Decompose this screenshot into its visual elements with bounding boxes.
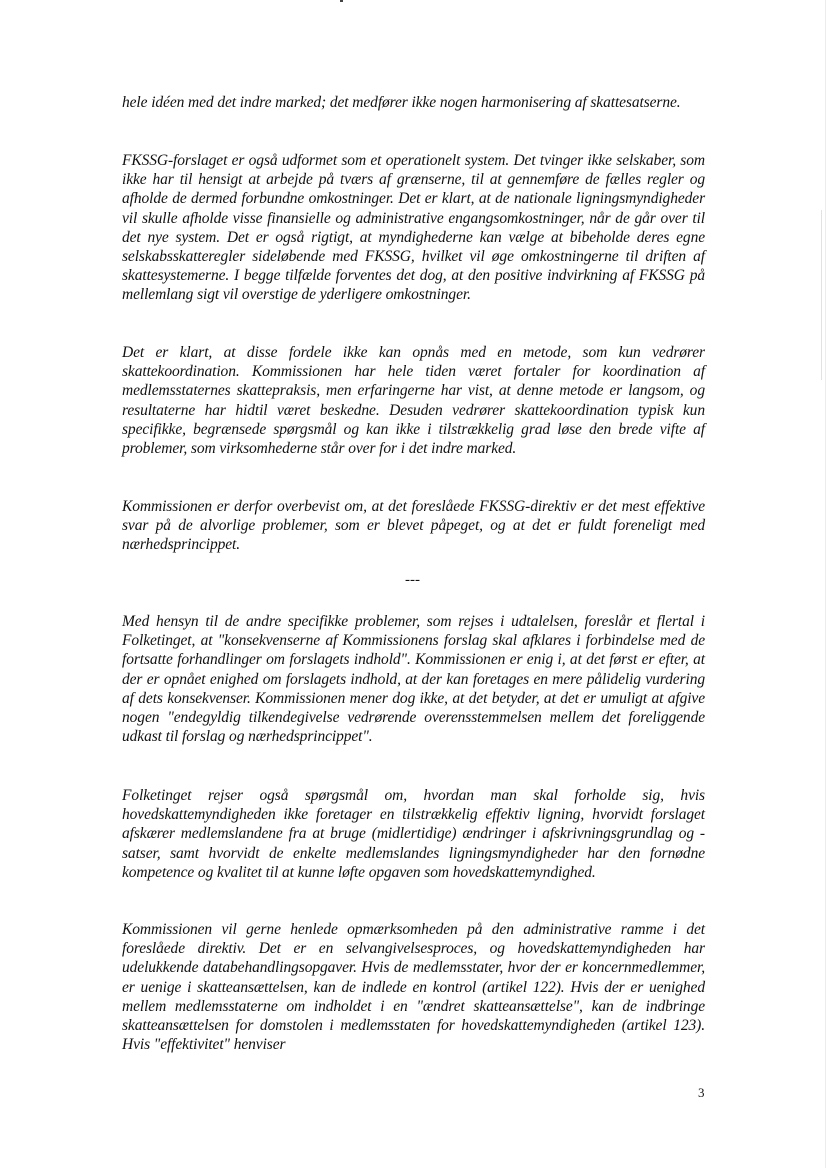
paragraph-continuation: hele idéen med det indre marked; det medfører ikke nogen harmonisering af skattesatserne. [122,94,681,111]
paragraph-tax-coordination: Det er klart, at disse fordele ikke kan opnås med en metode, som kun vedrører skattekoordination. Kommissionen har hele tiden været fortaler for koordination af medlemsstaternes skattepraksis, men erfaringerne har vist, at denne metode er langsom, og resultaterne har hidtil været beskedne. Desuden vedrører skattekoordination typisk kun specifikke, begrænsede spørgsmål og kan ikke i tilstrækkelig grad løse den brede vifte af problemer, som virksomhederne står over for i det indre marked. [122,344,705,458]
scan-artifact [340,0,343,2]
paragraph-other-issues: Med hensyn til de andre specifikke problemer, som rejses i udtalelsen, foreslår et flertal i Folketinget, at "konsekvenserne af Kommissionens forslag skal afklares i forbindelse med de fortsatte forhandlinger om forslagets indhold". Kommissionen er enig i, at det først er efter, at der er opnået enighed om forslagets indhold, at der kan foretages en mere pålidelig vurdering af dets konsekvenser. Kommissionen mener dog ikke, at det betyder, at det er umuligt at afgive nogen "endegyldig tilkendegivelse vedrørende overensstemmelsen mellem det foreliggende udkast til forslag og nærhedsprincippet". [122,613,705,746]
paragraph-operational-system: FKSSG-forslaget er også udformet som et operationelt system. Det tvinger ikke selskaber, som ikke har til hensigt at arbejde på tværs af grænserne, til at gennemføre de fælles regler og afholde de dermed forbundne omkostninger. Det er klart, at de nationale ligningsmyndigheder vil skulle afholde visse finansielle og administrative engangsomkostninger, når de går over til det nye system. Det er også rigtigt, at myndighederne kan vælge at bibeholde deres egne selskabsskatteregler sideløbende med FKSSG, hvilket vil øge omkostningerne til driften af skattesystemerne. I begge tilfælde forventes det dog, at den positive indvirkning af FKSSG på mellemlang sigt vil overstige de yderligere omkostninger. [122,152,705,304]
paragraph-folketinget-questions: Folketinget rejser også spørgsmål om, hvordan man skal forholde sig, hvis hovedskattemyndigheden ikke foretager en tilstrækkelig effektiv ligning, hvorvidt forslaget afskærer medlemslandene fra at bruge (midlertidige) ændringer i afskrivningsgrundlag og -satser, samt hvorvidt de enkelte medlemslandes ligningsmyndigheder har den fornødne kompetence og kvalitet til at kunne løfte opgaven som hovedskattemyndighed. [122,787,705,881]
page-number: 3 [698,1085,705,1100]
section-separator: --- [405,572,420,588]
page-edge-shadow [821,210,822,380]
paragraph-administrative-framework: Kommissionen vil gerne henlede opmærksomheden på den administrative ramme i det foreslåede direktiv. Det er en selvangivelsesproces, og hovedskattemyndigheden har udelukkende databehandlingsopgaver. Hvis de medlemsstater, hvor der er koncernmedlemmer, er uenige i skatteansættelsen, kan de indlede en kontrol (artikel 122). Hvis der er uenighed mellem medlemsstaterne om indholdet i en "ændret skatteansættelse", kan de indbringe skatteansættelsen for domstolen i medlemsstaten for hovedskattemyndigheden (artikel 123). Hvis "effektivitet" henviser [122,921,705,1054]
paragraph-conclusion: Kommissionen er derfor overbevist om, at det foreslåede FKSSG-direktiv er det mest effektive svar på de alvorlige problemer, som er blevet påpeget, og at det er fuldt foreneligt med nærhedsprincippet. [122,498,705,554]
